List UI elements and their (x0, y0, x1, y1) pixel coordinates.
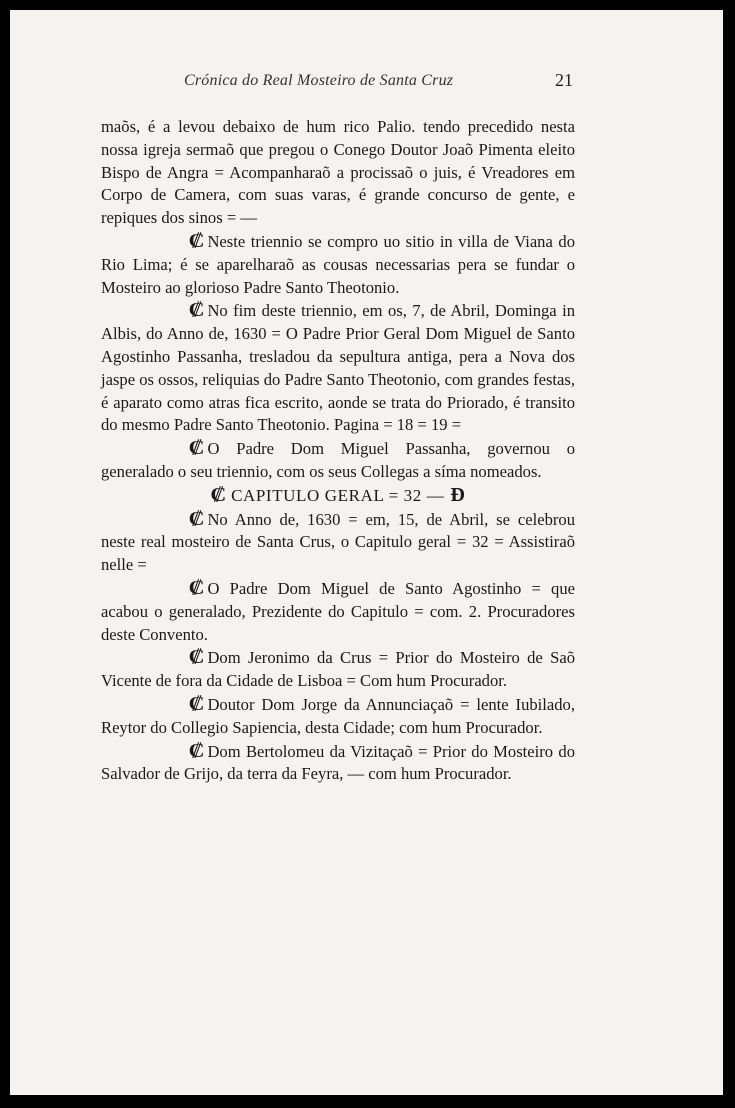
book-page (10, 10, 723, 1095)
paragraph: ₡ Dom Bertolomeu da Vizitaçaõ = Prior do Mosteiro do Salvador de Grijo, da terra da Feyra, — com hum Procurador. (101, 739, 575, 784)
paragraph: ₡ Dom Jeronimo da Crus = Prior do Mosteiro de Saõ Vicente de fora da Cidade de Lisboa = Com hum Procurador. (101, 646, 575, 691)
paragraph: maõs, é a levou debaixo de hum rico Palio. tendo precedido nesta nossa igreja sermaõ que pregou o Conego Doutor Joaõ Pimenta eleito Bispo de Angra = Acompanharaõ a procissaõ o juis, é Vreadores em Corpo de Camera, com suas varas, é grande concurso de gente, e repiques dos sinos = — (101, 117, 575, 228)
chapter-mark-icon: ₡ (210, 483, 223, 506)
paragraph-mark-icon: ₡ (188, 692, 202, 715)
page-number: 21 (555, 70, 573, 90)
paragraph: ₡ O Padre Dom Miguel Passanha, governou o generalado o seu triennio, com os seus Collegas a síma nomeados. (101, 437, 575, 481)
paragraph: ₡ No Anno de, 1630 = em, 15, de Abril, se celebrou neste real mosteiro de Santa Crus, o Capitulo geral = 32 = Assistiraõ nelle = (101, 507, 575, 575)
page-body (101, 116, 575, 786)
paragraph: ₡ Doutor Dom Jorge da Annunciaçaõ = lente Iubilado, Reytor do Collegio Sapiencia, desta Cidade; com hum Procurador. (101, 692, 575, 737)
chapter-title: CAPITULO GERAL = 32 — (231, 485, 445, 505)
paragraph-mark-icon: ₡ (188, 299, 202, 322)
paragraph-mark-icon: ₡ (188, 437, 202, 460)
paragraph-mark-icon: ₡ (188, 229, 202, 252)
paragraph-mark-icon: ₡ (188, 646, 202, 669)
chapter-end-mark-icon: Ɖ (450, 483, 466, 506)
paragraph-mark-icon: ₡ (188, 507, 202, 530)
paragraph-mark-icon: ₡ (188, 739, 202, 762)
paragraph: ₡ No fim deste triennio, em os, 7, de Abril, Dominga in Albis, do Anno de, 1630 = O Padre Prior Geral Dom Miguel de Santo Agostinho Passanha, tresladou da sepultura antiga, pera a Nova dos jaspe os ossos, reliquias do Padre Santo Theotonio, com grandes festas, é aparato como atras fica escrito, aonde se trata do Priorado, é transito do mesmo Padre Santo Theotonio. Pagina = 18 = 19 = (101, 299, 575, 435)
page-header (10, 70, 723, 96)
paragraph: ₡ O Padre Dom Miguel de Santo Agostinho = que acabou o generalado, Prezidente do Capitulo = com. 2. Procuradores deste Convento. (101, 576, 575, 644)
paragraph: ₡ Neste triennio se compro uo sitio in villa de Viana do Rio Lima; é se aparelharaõ as cousas necessarias pera se fundar o Mosteiro ao glorioso Padre Santo Theotonio. (101, 229, 575, 297)
paragraph-mark-icon: ₡ (188, 576, 202, 599)
running-title: Crónica do Real Mosteiro de Santa Cruz (184, 72, 454, 89)
chapter-heading (101, 484, 575, 508)
